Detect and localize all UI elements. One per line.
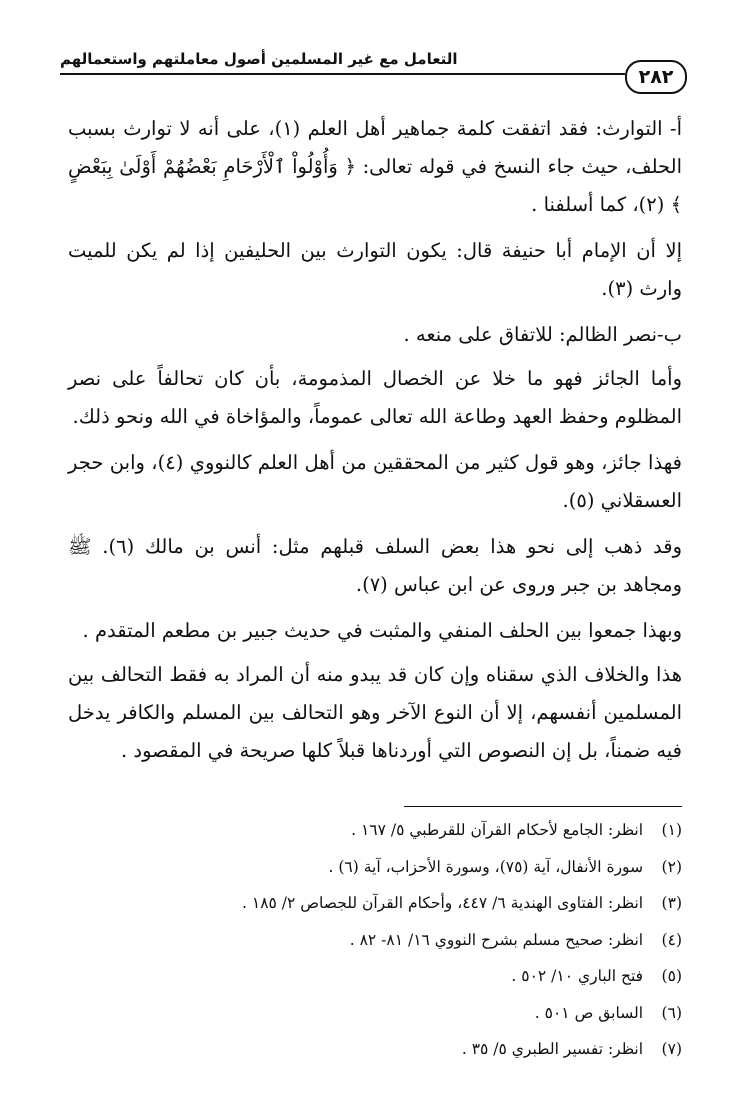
footnote-text: انظر: الفتاوى الهندية ٦/ ٤٤٧، وأحكام القرآن للجصاص ٢/ ١٨٥ . [242, 894, 644, 912]
running-header: التعامل مع غير المسلمين أصول معاملتهم واستعمالهم [60, 50, 458, 68]
footnote [68, 812, 682, 849]
footnote [68, 958, 682, 995]
footnote-number: (٥) [661, 967, 682, 985]
main-text [68, 110, 682, 778]
footnote [68, 1031, 682, 1068]
page-number: ٢٨٢ [625, 60, 687, 94]
footnote-text: انظر: تفسير الطبري ٥/ ٣٥ . [461, 1040, 644, 1058]
paragraph: ب-نصر الظالم: للاتفاق على منعه . [403, 323, 682, 346]
header-rule [60, 73, 625, 75]
footnote-number: (٢) [661, 857, 682, 876]
footnote-text: انظر: صحيح مسلم بشرح النووي ١٦/ ٨١- ٨٢ . [349, 930, 644, 949]
footnote [68, 922, 682, 959]
footnote-number: (٦) [661, 1003, 682, 1022]
paragraph: وأما الجائز فهو ما خلا عن الخصال المذمومة، بأن كان تحالفاً على نصر المظلوم وحفظ العهد وطاعة الله تعالى عموماً، والمؤاخاة في الله ونحو ذلك. [68, 367, 682, 428]
footnote [68, 995, 682, 1032]
footnote-number: (٤) [661, 930, 682, 949]
footnote [68, 885, 682, 922]
paragraph: أ- التوارث: فقد اتفقت كلمة جماهير أهل العلم (١)، على أنه لا توارث بسبب الحلف، حيث جاء النسخ في قوله تعالى: ﴿ وَأُوْلُواْ ٱلْأَرْحَامِ بَعْضُهُمْ أَوْلَىٰ بِبَعْضٍ ﴾ (٢)، كما أسلفنا . [68, 117, 682, 216]
footnote-separator [404, 806, 682, 807]
paragraph: هذا والخلاف الذي سقناه وإن كان قد يبدو منه أن المراد به فقط التحالف بين المسلمين أنفسهم، إلا أن النوع الآخر وهو التحالف بين المسلم والكافر يدخل فيه ضمناً، بل إن النصوص التي أوردناها قبلاً كلها صريحة في المقصود . [68, 663, 682, 762]
paragraph: وبهذا جمعوا بين الحلف المنفي والمثبت في حديث جبير بن مطعم المتقدم . [82, 619, 682, 642]
footnote-number: (٧) [661, 1040, 682, 1058]
footnotes [68, 812, 682, 1068]
footnote-number: (١) [661, 821, 682, 839]
paragraph: فهذا جائز، وهو قول كثير من المحققين من أهل العلم كالنووي (٤)، وابن حجر العسقلاني (٥). [68, 451, 683, 512]
footnote-text: سورة الأنفال، آية (٧٥)، وسورة الأحزاب، آية (٦) . [328, 857, 644, 876]
footnote-text: السابق ص ٥٠١ . [534, 1003, 644, 1022]
footnote-text: انظر: الجامع لأحكام القرآن للقرطبي ٥/ ١٦٧ . [351, 821, 644, 839]
footnote-text: فتح الباري ١٠/ ٥٠٢ . [511, 967, 644, 985]
footnote [68, 849, 682, 886]
footnote-number: (٣) [661, 894, 682, 912]
paragraph: إلا أن الإمام أبا حنيفة قال: يكون التوارث بين الحليفين إذا لم يكن للميت وارث (٣). [68, 239, 682, 300]
paragraph: وقد ذهب إلى نحو هذا بعض السلف قبلهم مثل: أنس بن مالك (٦). ﷺ ومجاهد بن جبر وروى عن ابن عباس (٧). [68, 535, 682, 596]
